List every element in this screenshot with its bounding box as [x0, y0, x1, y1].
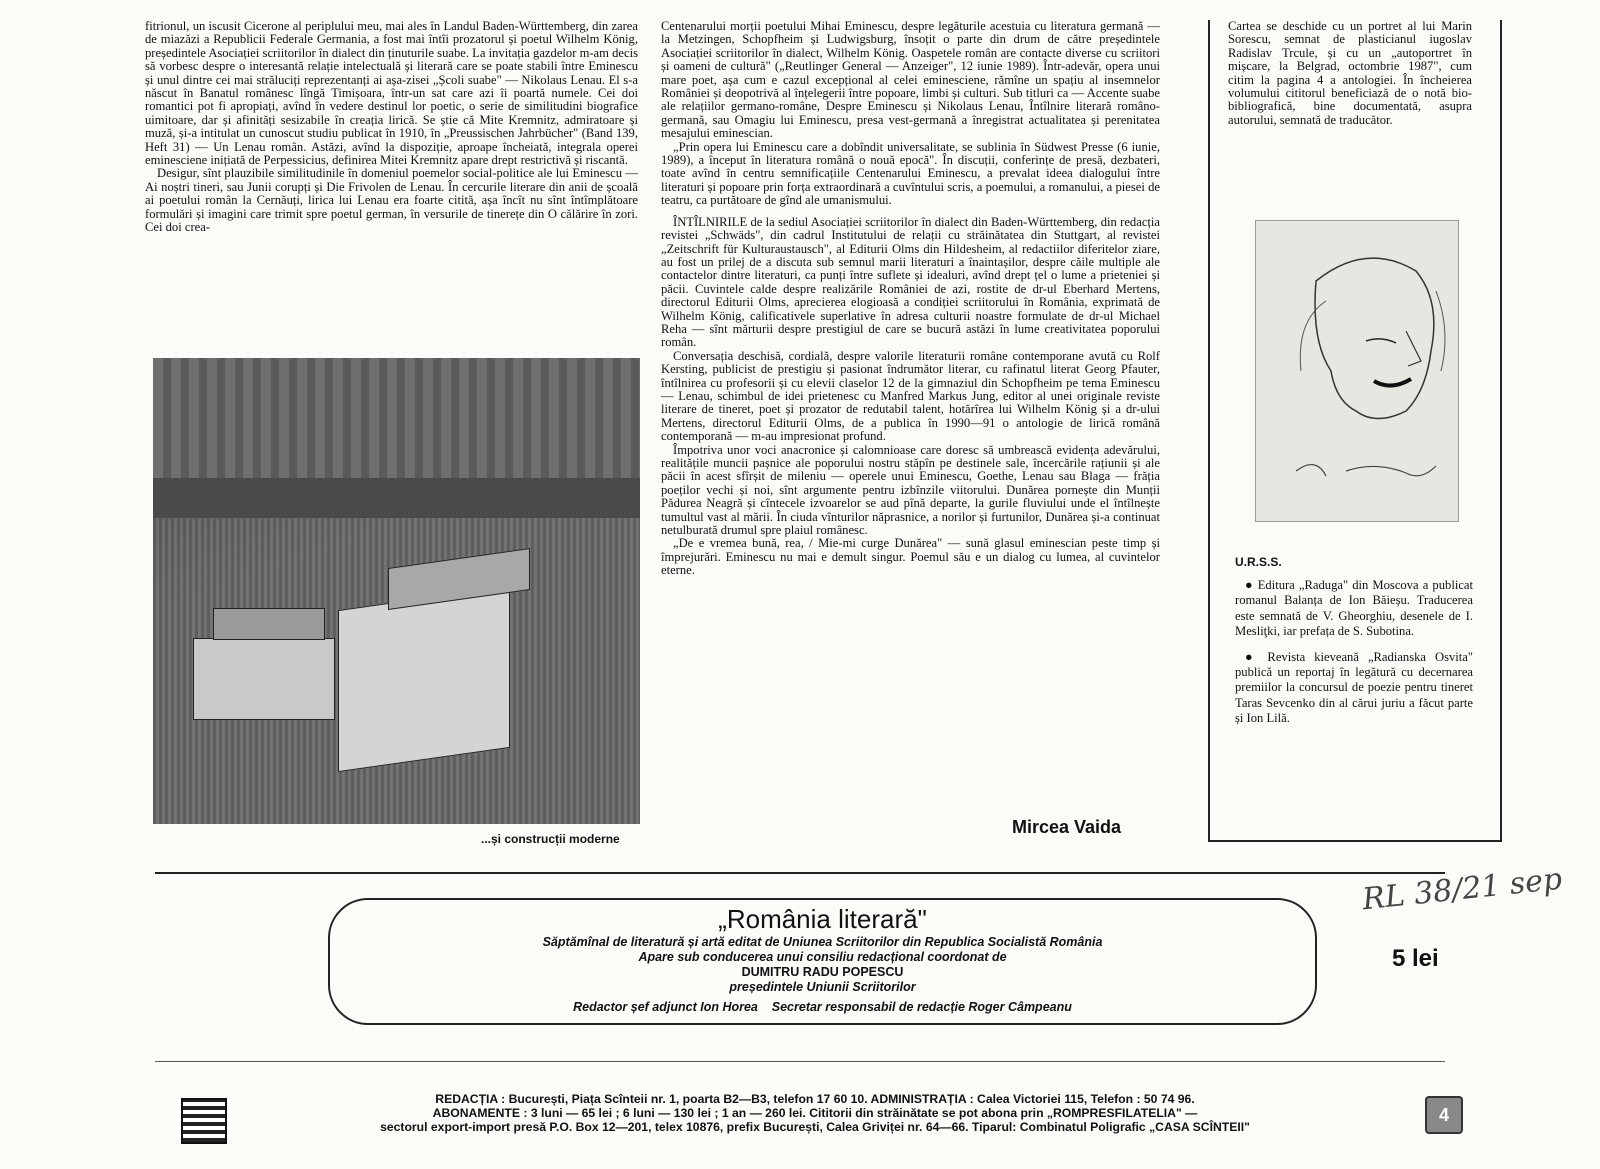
building — [213, 608, 325, 640]
article-column-1 — [145, 20, 638, 235]
author-signature: Mircea Vaida — [1012, 817, 1122, 837]
masthead-line: președintele Uniunii Scriitorilor — [729, 980, 916, 994]
footer-line: sectorul export-import presă P.O. Box 12—201, telex 10876, prefix București, Calea Griviței nr. 64—66. Tiparul: Combinatul Poligrafic „CASA SCÎNTEII" — [380, 1120, 1250, 1134]
page-number-badge: 4 — [1425, 1096, 1463, 1134]
footer-line: ABONAMENTE : 3 luni — 65 lei ; 6 luni — 130 lei ; 1 an — 260 lei. Cititorii din străinătate se pot abona prin „ROMPRESFILATELIA" — — [432, 1106, 1198, 1120]
sidebar-intro: Cartea se deschide cu un portret al lui Marin Sorescu, semnat de plasticianul iugoslav Radislav Trcule, și cu un „autoportret în mișcare, la Belgrad, octombrie 1987", cum citim la pagina 4 a antologiei. În încheierea volumului cititorul beneficiază de o notă bio-bibliografică, bine documentată, asupra autorului, semnată de traducător. — [1228, 19, 1472, 127]
building — [153, 358, 640, 478]
divider — [155, 872, 1445, 874]
article-paragraph: Desigur, sînt plauzibile similitudinile în domeniul poemelor social-politice ale lui Eminescu — Ai noștri tineri, sau Junii corupți și Die Frivolen de Lenau. În cercurile literare din anii de școală ai poetului român la Cernăuți, lirica lui Lenau era foarte citită, așa încît nu sînt întîmplătoare formulări și imagini care trimit spre poetul german, în versurile de tinerețe din O călărire în zori. Cei doi crea- — [145, 166, 638, 235]
portrait-drawing — [1255, 220, 1459, 522]
portrait-sketch — [1256, 221, 1458, 521]
article-paragraph: Centenarului morții poetului Mihai Eminescu, despre legăturile acestuia cu literatura germană — la Metzingen, Schopfheim și Ludwigsburg, însoțit o parte din drum de către președintele Asociației scriitorilor în dialect, Wilhelm König. Oaspetele român are contacte diverse cu scriitori și oameni de cultură" („Reutlinger General — Anzeiger", 12 iunie 1989). Într-adevăr, opera unui mare poet, așa cum e cazul excepțional al celei eminesciene, rămîne un spațiu al insemnelor României și deopotrivă al înțelegerii între popoare, limbi și culturi. Sub titluri ca — Accente suabe ale relațiilor germano-române, Despre Eminescu și Nikolaus Lenau, Întîlnire literară româno-germană, sau Omagiu lui Eminescu, presa vest-germană a înregistrat actualitatea și perenitatea mesajului eminescian. — [661, 19, 1160, 141]
article-column-2 — [661, 20, 1160, 578]
footer-line: REDACȚIA : București, Piața Scînteii nr. 1, poarta B2—B3, telefon 17 60 10. ADMINISTRAȚIA : Calea Victoriei 115, Telefon : 50 74 96. — [435, 1092, 1195, 1106]
sidebar-news — [1235, 578, 1473, 737]
news-item: ● Editura „Raduga" din Moscova a publicat romanul Balanța de Ion Băieșu. Traducerea este semnată de V. Gheorghiu, desenele de I. Mesliţki, iar prefața de S. Subotina. — [1235, 578, 1473, 639]
masthead-title: „România literară" — [718, 904, 927, 934]
footer-imprint — [180, 1092, 1450, 1134]
building — [153, 478, 640, 518]
divider — [155, 1061, 1445, 1062]
building — [193, 638, 335, 720]
article-paragraph: Conversația deschisă, cordială, despre valorile literaturii române contemporane avută cu Rolf Kersting, publicist de prestigiu și pasionat îndrumător literar, cu rafinatul literat Georg Pfauter, întîlnirea cu profesorii și cu elevii claselor 12 de la gimnaziul din Schopfheim pe tema Eminescu — Lenau, schimbul de idei prietenesc cu Manfred Markus Jung, editor al unei originale reviste literare de tineret, poet și prozator de redutabil talent, hotărîrea lui Wilhelm König și a dr-ului Mertens, directorul Editurii Olms, de a publica în 1990—91 o antologie de lirică română contemporană — m-au impresionat profund. — [661, 348, 1160, 444]
building — [338, 586, 510, 772]
article-paragraph: „Prin opera lui Eminescu care a dobîndit universalitate, se sublinia în Südwest Presse (6 iunie, 1989), a început în literatura română o nouă epocă". În discuții, conferințe de presă, dezbateri, toate avînd în centru semnificațiile Centenarului Eminescu, a prevalat ideea dialogului între literaturi și popoare prin forța extraordinară a cuvîntului scris, a poemului, a romanului, a piesei de teatru, ca purtătoare de gînd ale umanismului. — [661, 139, 1160, 208]
article-paragraph: „De e vremea bună, rea, / Mie-mi curge Dunărea" — sună glasul eminescian peste timp și împrejurări. Eminescu nu mai e demult singur. Poemul său e un dialog cu lumea, al cuvintelor eterne. — [661, 536, 1160, 578]
handwritten-note: RL 38/21 sep — [1360, 861, 1564, 918]
masthead-line: DUMITRU RADU POPESCU — [741, 965, 904, 979]
photo-caption: ...și construcții moderne — [481, 832, 620, 846]
masthead-line: Redactor șef adjunct Ion Horea Secretar responsabil de redacție Roger Câmpeanu — [573, 1000, 1072, 1014]
masthead-line: Săptămînal de literatură și artă editat de Uniunea Scriitorilor din Republica Socialistă România — [542, 935, 1103, 949]
masthead-box — [328, 898, 1317, 1025]
article-paragraph: Împotriva unor voci anacronice și calomnioase care doresc să umbrească evidența adevărului, realitățile muncii pașnice ale poporului nostru stăpîn pe destinele sale, încercările rațiunii și ale păcii în acest sfîrșit de mileniu — operele unui Eminescu, Goethe, Lenau sau Blaga — frăția poeților vechi și noi, sînt argumente pentru izbînzile viitorului. Dunărea pornește din Munții Pădurea Neagră și cîntecele izvoarelor se aud pînă departe, la gurile fluviului unde el întîlnește tumultul vast al mării. În ciuda vînturilor năprasnice, a norilor și furtunilor, Dunărea și-a continuat netulburată drumul spre plaiul românesc. — [661, 442, 1160, 538]
article-paragraph: fitrionul, un iscusit Cicerone al periplului meu, mai ales în Landul Baden-Württemberg, din zarea de miazăzi a Republicii Federale Germania, a fost mai întîi prozatorul și poetul Wilhelm König, președintele Asociației scriitorilor în dialect din ținuturile suabe. La invitația gazdelor m-am decis să vorbesc despre o interesantă relație intelectuală și literară care se poate stabili între Eminescu și unul dintre cei mai străluciți reprezentanți ai așa-zisei „Școli suabe" — Nikolaus Lenau. El s-a născut în Banatul românesc lîngă Timișoara, într-un sat care azi îi poartă numele. Cei doi romantici pot fi apropiați, avînd în vedere destinul lor poetic, o serie de similitudini biografice uimitoare, dar și afinități sesizabile în creația lirică. Se știe că Mite Kremnitz, admiratoare și muză, și-a intitulat un cunoscut studiu publicat în 1910, în „Preussischen Jahrbücher" (Band 139, Heft 31) — Un Lenau român. Astăzi, avînd la dispoziție, aproape încheiată, integrala operei eminesciene inițiată de Perpessicius, definirea Mitei Kremnitz apare drept restrictivă și riscantă. — [145, 19, 638, 168]
news-item: ● Revista kieveană „Radianska Osvita" publică un reportaj în legătură cu decernarea premiilor la concursul de poezie pentru tineret Taras Sevcenko din al cărui juriu a făcut parte și Ion Lilă. — [1235, 649, 1473, 726]
article-paragraph: ÎNTÎLNIRILE de la sediul Asociației scriitorilor în dialect din Baden-Württemberg, din redacția revistei „Schwäds", din cadrul Institutului de relații cu străinătatea din Stuttgart, al revistei „Zeitschrift für Kulturaustausch", al Editurii Olms din Hildesheim, al redactiilor diferitelor ziare, au fost un prilej de a discuta sub semnul marii literaturi a înaintașilor, despre căile multiple ale contactelor dintre literaturi, ca punți între suflete și idealuri, avînd drept țel o lume a prieteniei și păcii. Cuvintele calde despre realizările României de azi, rostite de dr-ul Eberhard Mertens, directorul Editurii Olms, aprecierea elogioasă a condiției scriitorului în România, exprimată de Wilhelm König, calificativele superlative în adresa culturii noastre formulate de dr-ul Michael Reha — sînt mărturii despre prestigiul de care se bucură astăzi în lume creativitatea poporului român. — [661, 214, 1160, 350]
city-photo — [153, 358, 640, 824]
price: 5 lei — [1392, 945, 1439, 972]
masthead-line: Apare sub conducerea unui consiliu redacțional coordonat de — [638, 950, 1007, 964]
section-heading: U.R.S.S. — [1235, 555, 1282, 569]
